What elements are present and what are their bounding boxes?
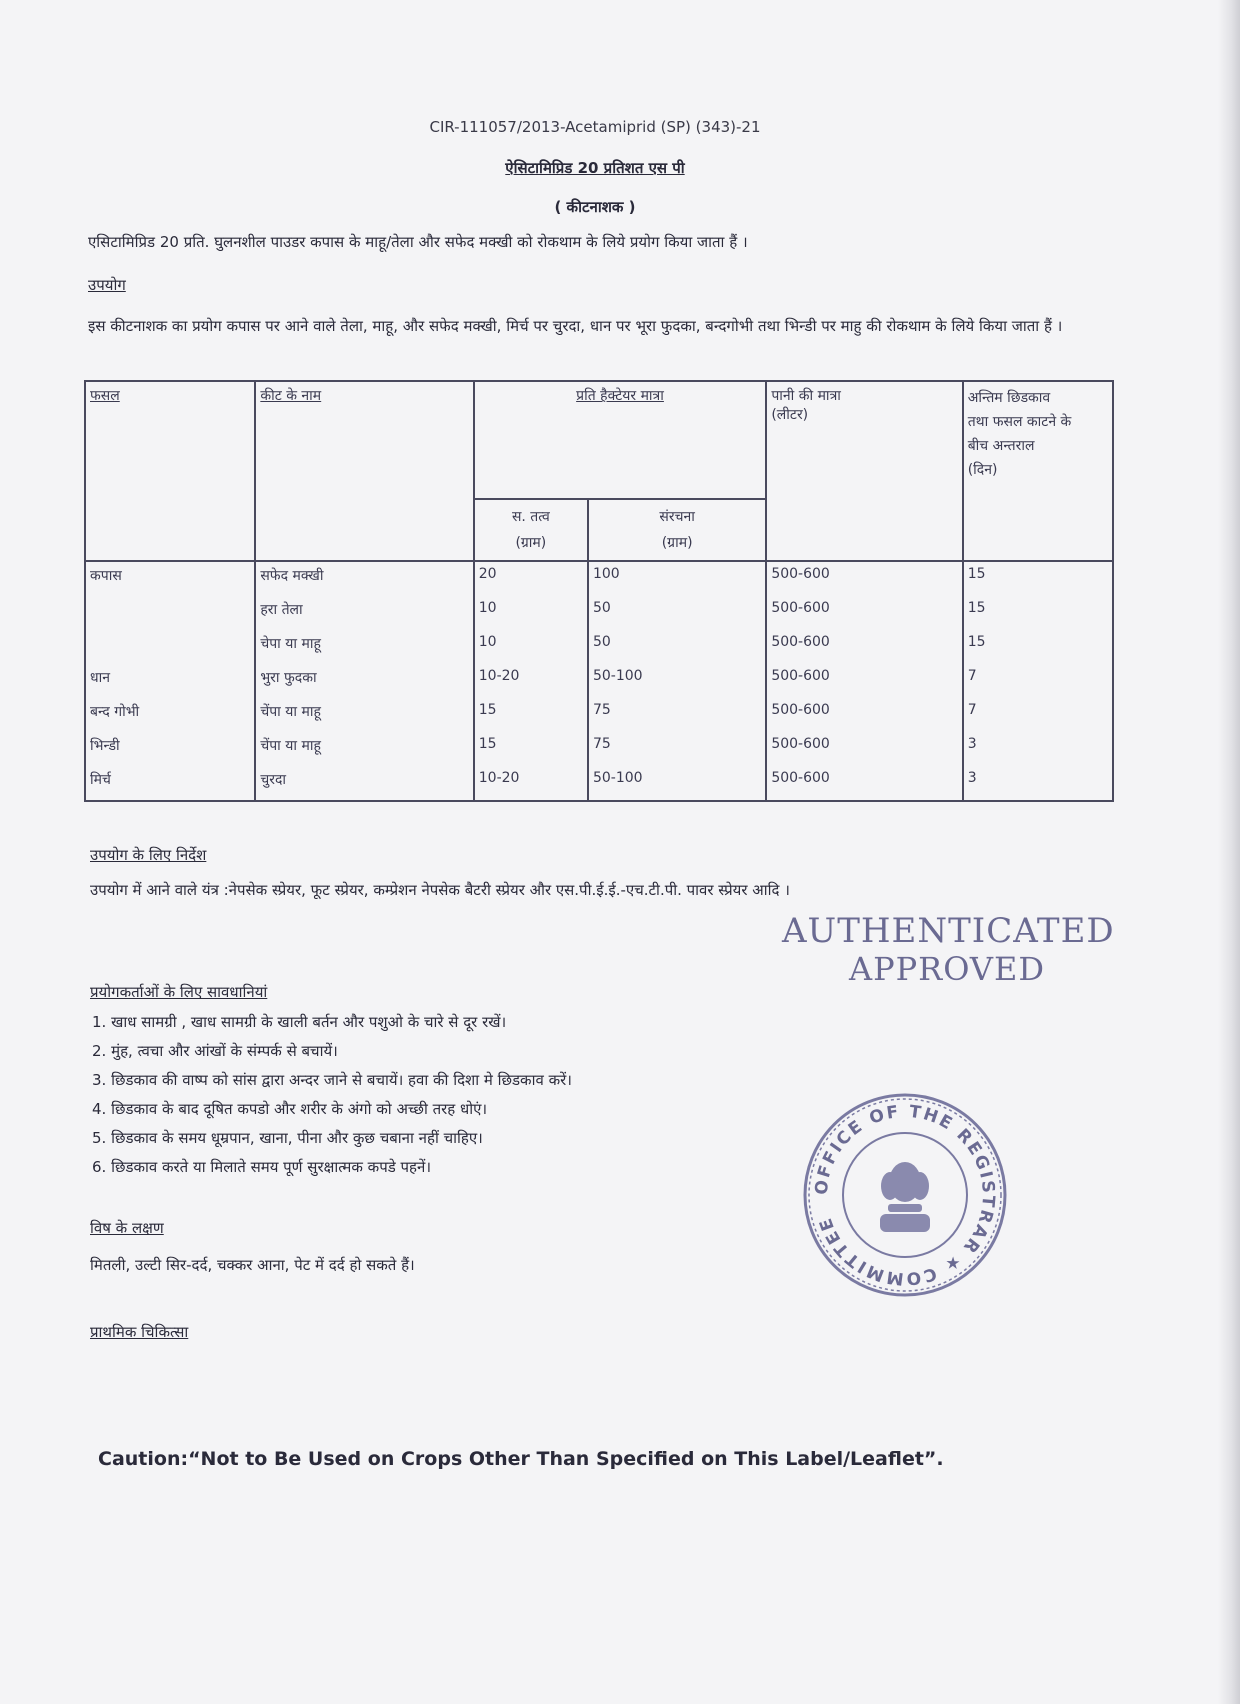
stamp-line1: AUTHENTICATED	[782, 911, 1115, 951]
cell-formulation: 50-100	[588, 664, 766, 698]
cell-formulation: 100	[588, 561, 766, 596]
cell-water: 500-600	[766, 561, 962, 596]
dosage-table	[84, 380, 1114, 802]
cell-interval: 15	[963, 630, 1113, 664]
cell-pest: भुरा फुदका	[255, 664, 473, 698]
authenticated-stamp	[782, 911, 1115, 988]
cell-ai: 10	[474, 596, 588, 630]
formulation-header-line1: संरचना	[659, 509, 695, 525]
list-item: खाध सामग्री , खाध सामग्री के खाली बर्तन और पशुओ के चारे से दूर रखें।	[111, 1013, 507, 1031]
cell-crop: कपास	[85, 561, 255, 596]
col-interval	[963, 381, 1113, 561]
water-header-line2: (लीटर)	[771, 407, 809, 423]
ai-header-line2: (ग्राम)	[515, 535, 547, 551]
cell-ai: 10-20	[474, 766, 588, 801]
cell-formulation: 50	[588, 596, 766, 630]
formulation-header-line2: (ग्राम)	[661, 535, 693, 551]
cell-ai: 10	[474, 630, 588, 664]
registrar-seal	[800, 1090, 1010, 1300]
poison-text: मितली, उल्टी सिर-दर्द, चक्कर आना, पेट में दर्द हो सकते हैं।	[90, 1256, 415, 1274]
col-water	[766, 381, 962, 561]
cell-crop	[85, 630, 255, 664]
cell-pest: चेंपा या माहू	[255, 732, 473, 766]
cell-pest: चेंपा या माहू	[255, 698, 473, 732]
col-dose-per-hectare: प्रति हैक्टेयर मात्रा	[474, 381, 767, 499]
cell-interval: 15	[963, 596, 1113, 630]
cell-crop: धान	[85, 664, 255, 698]
list-item: छिडकाव के समय धूम्रपान, खाना, पीना और कुछ चबाना नहीं चाहिए।	[111, 1129, 483, 1147]
col-active-ingredient	[474, 499, 588, 561]
table-row	[85, 698, 1113, 732]
table-row	[85, 766, 1113, 801]
list-item: छिडकाव के बाद दूषित कपडो और शरीर के अंगो को अच्छी तरह धोएं।	[111, 1100, 488, 1118]
water-header-line1: पानी की मात्रा	[771, 388, 841, 404]
usage-text: इस कीटनाशक का प्रयोग कपास पर आने वाले तेला, माहू, और सफेद मक्खी, मिर्च पर चुरदा, धान पर भूरा फुदका, बन्दगोभी तथा भिन्डी पर माहु की रोकथाम के लिये किया जाता हैं ।	[88, 317, 1063, 335]
directions-text: उपयोग में आने वाले यंत्र :नेपसेक स्प्रेयर, फूट स्प्रेयर, कम्प्रेशन नेपसेक बैटरी स्प्रेयर और एस.पी.ई.ई.-एच.टी.पी. पावर स्प्रेयर आदि ।	[90, 881, 790, 899]
cell-ai: 15	[474, 732, 588, 766]
directions-heading: उपयोग के लिए निर्देश	[90, 846, 207, 864]
col-formulation	[588, 499, 766, 561]
cell-ai: 10-20	[474, 664, 588, 698]
cell-water: 500-600	[766, 766, 962, 801]
cell-interval: 7	[963, 698, 1113, 732]
cell-water: 500-600	[766, 664, 962, 698]
caution-statement: Caution:“Not to Be Used on Crops Other Than Specified on This Label/Leaflet”.	[98, 1448, 944, 1470]
product-category: ( कीटनाशक )	[554, 198, 636, 216]
cell-pest: चेपा या माहू	[255, 630, 473, 664]
first-aid-heading: प्राथमिक चिकित्सा	[90, 1323, 189, 1341]
cell-crop: मिर्च	[85, 766, 255, 801]
cell-water: 500-600	[766, 630, 962, 664]
list-item: छिडकाव की वाष्प को सांस द्वारा अन्दर जाने से बचायें। हवा की दिशा मे छिडकाव करें।	[111, 1071, 572, 1089]
table-row	[85, 596, 1113, 630]
interval-header-line2: तथा फसल काटने के	[967, 414, 1072, 430]
cell-formulation: 50-100	[588, 766, 766, 801]
ai-header-line1: स. तत्व	[511, 509, 550, 525]
precautions-heading: प्रयोगकर्ताओं के लिए सावधानियां	[90, 983, 268, 1001]
col-crop: फसल	[85, 381, 255, 561]
cell-crop	[85, 596, 255, 630]
cell-formulation: 75	[588, 732, 766, 766]
emblem-icon	[880, 1162, 930, 1232]
precautions-list	[70, 1008, 572, 1182]
col-pest: कीट के नाम	[255, 381, 473, 561]
cell-water: 500-600	[766, 732, 962, 766]
cell-interval: 3	[963, 766, 1113, 801]
product-title: ऐसिटामिप्रिड 20 प्रतिशत एस पी	[505, 159, 685, 177]
interval-header-line3: बीच अन्तराल	[967, 438, 1035, 454]
cell-water: 500-600	[766, 698, 962, 732]
interval-header-line1: अन्तिम छिडकाव	[967, 390, 1051, 406]
cell-formulation: 50	[588, 630, 766, 664]
cell-interval: 15	[963, 561, 1113, 596]
cell-water: 500-600	[766, 596, 962, 630]
seal-text: OFFICE OF THE REGISTRAR ★ COMMITTEE	[811, 1101, 999, 1289]
cell-ai: 15	[474, 698, 588, 732]
cell-crop: भिन्डी	[85, 732, 255, 766]
stamp-line2: APPROVED	[848, 950, 1046, 988]
table-row	[85, 664, 1113, 698]
poison-heading: विष के लक्षण	[90, 1219, 164, 1237]
table-row	[85, 732, 1113, 766]
interval-header-line4: (दिन)	[967, 462, 998, 478]
cell-pest: हरा तेला	[255, 596, 473, 630]
cell-crop: बन्द गोभी	[85, 698, 255, 732]
cell-formulation: 75	[588, 698, 766, 732]
cell-interval: 7	[963, 664, 1113, 698]
list-item: मुंह, त्वचा और आंखों के संम्पर्क से बचायें।	[111, 1042, 338, 1060]
cell-interval: 3	[963, 732, 1113, 766]
scan-edge	[1218, 0, 1240, 1704]
cir-number: CIR-111057/2013-Acetamiprid (SP) (343)-21	[429, 118, 761, 136]
usage-heading: उपयोग	[88, 276, 126, 294]
table-row	[85, 561, 1113, 596]
cell-pest: सफेद मक्खी	[255, 561, 473, 596]
intro-text: एसिटामिप्रिड 20 प्रति. घुलनशील पाउडर कपास के माहू/तेला और सफेद मक्खी को रोकथाम के लिये प्रयोग किया जाता हैं ।	[88, 233, 748, 251]
cell-pest: चुरदा	[255, 766, 473, 801]
list-item: छिडकाव करते या मिलाते समय पूर्ण सुरक्षात्मक कपडे पहनें।	[111, 1158, 432, 1176]
table-row	[85, 630, 1113, 664]
cell-ai: 20	[474, 561, 588, 596]
